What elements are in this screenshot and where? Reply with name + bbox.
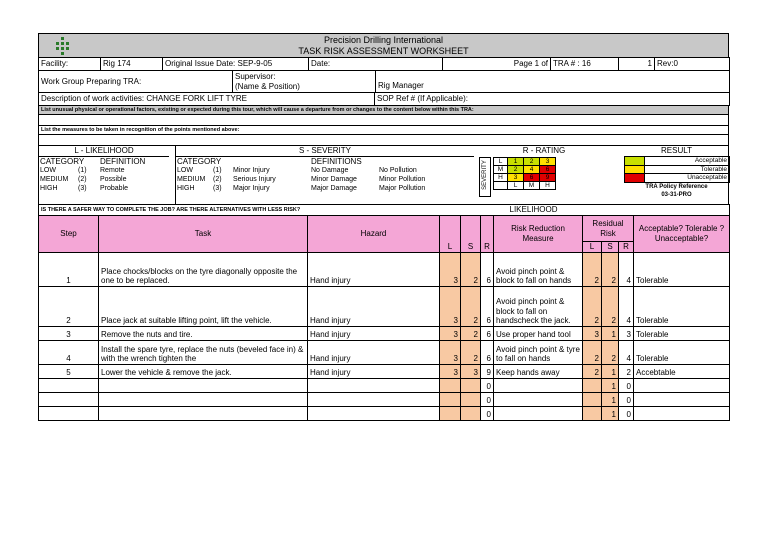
severity-damage: Major Damage: [311, 185, 357, 192]
issue-date: Original Issue Date: SEP-9-05: [163, 58, 309, 71]
likelihood-title: L - LIKELIHOOD: [74, 146, 134, 155]
severity-cell: [461, 406, 481, 420]
notes-table: [38, 105, 729, 146]
acceptability-cell: [634, 406, 730, 420]
severity-axis: [479, 157, 491, 197]
severity-cell: 2: [461, 340, 481, 364]
residual-l-cell: 2: [583, 340, 602, 364]
matrix-cell: 2: [524, 158, 540, 166]
hazard-cell: Hand injury: [308, 326, 440, 340]
measure-cell: [494, 378, 583, 392]
s-header: S: [461, 216, 481, 253]
severity-legend: [175, 146, 474, 204]
severity-damage: Minor Damage: [311, 176, 357, 183]
acceptability-cell: Tolerable: [634, 286, 730, 326]
severity-cell: 3: [461, 364, 481, 378]
residual-l-cell: [583, 378, 602, 392]
task-cell: [99, 406, 308, 420]
tra-number: TRA # : 16: [551, 58, 619, 71]
measure-cell: Avoid pinch point & block to fall on hands: [494, 252, 583, 286]
worksheet-title: TASK RISK ASSESSMENT WORKSHEET: [298, 45, 469, 56]
table-row: [39, 392, 730, 406]
description-table: [38, 92, 730, 106]
unusual-factors-entry[interactable]: [39, 115, 729, 126]
table-row: [39, 252, 730, 286]
severity-cat: LOW: [177, 167, 193, 174]
table-row: [39, 326, 730, 340]
measure-cell: [494, 406, 583, 420]
likelihood-num: (1): [78, 167, 87, 174]
company-name: Precision Drilling International: [323, 34, 444, 45]
severity-pollution: Minor Pollution: [379, 176, 426, 183]
measure-cell: Keep hands away: [494, 364, 583, 378]
severity-cell: [461, 378, 481, 392]
unacceptable-swatch: [625, 174, 645, 183]
residual-r-cell: 4: [619, 340, 634, 364]
matrix-row-label: M: [494, 166, 508, 174]
description-value: CHANGE FORK LIFT TYRE: [146, 94, 247, 103]
likelihood-def: Remote: [100, 167, 125, 174]
task-cell: Install the spare tyre, replace the nuts (beveled face in) & with the wrench tighten the: [99, 340, 308, 364]
matrix-row-label: H: [494, 174, 508, 182]
severity-cat: HIGH: [177, 185, 195, 192]
table-row: [39, 340, 730, 364]
residual-r-cell: 2: [619, 364, 634, 378]
step-header: Step: [39, 216, 99, 253]
residual-r-cell: 0: [619, 406, 634, 420]
supervisor-cell: [233, 71, 376, 93]
rating-title: R - RATING: [522, 146, 566, 155]
result-title: RESULT: [661, 146, 692, 155]
severity-injury: Minor Injury: [233, 167, 270, 174]
severity-axis-label: SEVERITY: [482, 160, 488, 190]
legend-block: [38, 146, 729, 205]
hazard-cell: Hand injury: [308, 364, 440, 378]
step-cell: [39, 406, 99, 420]
table-row: [39, 378, 730, 392]
task-cell: Lower the vehicle & remove the jack.: [99, 364, 308, 378]
l-header: L: [440, 216, 461, 253]
likelihood-axis-label: LIKELIHOOD: [502, 205, 730, 216]
residual-s-cell: 1: [602, 406, 619, 420]
likelihood-def: Possible: [100, 176, 127, 183]
tolerable-label: Tolerable: [645, 165, 730, 174]
sop-label: SOP Ref # (If Applicable):: [375, 93, 730, 106]
task-cell: Place chocks/blocks on the tyre diagonally opposite the one to be replaced.: [99, 252, 308, 286]
description-label: Description of work activities:: [41, 94, 145, 103]
likelihood-cat: LOW: [40, 167, 56, 174]
severity-damage: No Damage: [311, 167, 349, 174]
task-cell: Place jack at suitable lifting point, lift the vehicle.: [99, 286, 308, 326]
residual-l-cell: [583, 392, 602, 406]
measure-cell: [494, 392, 583, 406]
severity-pollution: No Pollution: [379, 167, 417, 174]
step-cell: [39, 392, 99, 406]
tolerable-swatch: [625, 165, 645, 174]
likelihood-category-header: CATEGORY: [39, 157, 99, 167]
unacceptable-label: Unacceptable: [645, 174, 730, 183]
rating-legend: [479, 146, 609, 190]
rig-manager: Rig Manager: [376, 71, 730, 93]
task-cell: [99, 392, 308, 406]
likelihood-cell: 3: [440, 340, 461, 364]
step-cell: 3: [39, 326, 99, 340]
acceptable-label: Acceptable: [645, 157, 730, 166]
residual-s-cell: 1: [602, 364, 619, 378]
acceptability-header: Acceptable? Tolerable ? Unacceptable?: [634, 216, 730, 253]
matrix-col-label: L: [508, 182, 524, 190]
acceptability-cell: [634, 392, 730, 406]
residual-l-cell: [583, 406, 602, 420]
policy-code: 03-31-PRO: [661, 191, 692, 198]
task-table: [38, 215, 730, 421]
table-row: [39, 364, 730, 378]
severity-num: (1): [213, 167, 222, 174]
residual-r-cell: 3: [619, 326, 634, 340]
likelihood-cell: [440, 392, 461, 406]
likelihood-cell: 3: [440, 326, 461, 340]
matrix-row-label: L: [494, 158, 508, 166]
likelihood-num: (2): [78, 176, 87, 183]
likelihood-num: (3): [78, 185, 87, 192]
severity-cell: 2: [461, 286, 481, 326]
residual-s-cell: 1: [602, 378, 619, 392]
table-row: [39, 286, 730, 326]
likelihood-cat: HIGH: [40, 185, 58, 192]
likelihood-cell: [440, 378, 461, 392]
step-cell: 4: [39, 340, 99, 364]
residual-l-header: L: [583, 242, 602, 253]
residual-r-cell: 0: [619, 392, 634, 406]
safer-way-question: IS THERE A SAFER WAY TO COMPLETE THE JOB? ARE THERE ALTERNATIVES WITH LESS RISK?: [39, 205, 502, 216]
residual-s-cell: 2: [602, 286, 619, 326]
matrix-cell: 6: [524, 174, 540, 182]
measure-header: Risk Reduction Measure: [494, 216, 583, 253]
severity-cell: 2: [461, 326, 481, 340]
matrix-cell: 9: [540, 174, 556, 182]
likelihood-cell: 3: [440, 364, 461, 378]
rating-cell: 6: [481, 326, 494, 340]
page-number: Page 1 of: [443, 58, 551, 71]
severity-num: (3): [213, 185, 222, 192]
hazard-cell: Hand injury: [308, 340, 440, 364]
rating-cell: 9: [481, 364, 494, 378]
severity-title: S - SEVERITY: [176, 146, 474, 157]
hazard-cell: [308, 392, 440, 406]
residual-l-cell: 2: [583, 364, 602, 378]
facility-value: Rig 174: [101, 58, 163, 71]
date-label: Date:: [309, 58, 443, 71]
acceptable-swatch: [625, 157, 645, 166]
rev-number: 1: [619, 58, 655, 71]
unusual-factors-label: List unusual physical or operational factors, existing or expected during this tour, which will cause a departure from or changes to the content below within this TRA:: [39, 106, 729, 115]
residual-l-cell: 2: [583, 286, 602, 326]
hazard-cell: [308, 406, 440, 420]
header-cell: [39, 34, 729, 58]
rating-cell: 6: [481, 252, 494, 286]
step-cell: 1: [39, 252, 99, 286]
company-logo-icon: [55, 36, 71, 56]
measures-entry[interactable]: [39, 135, 729, 146]
matrix-col-label: M: [524, 182, 540, 190]
residual-s-cell: 1: [602, 326, 619, 340]
facility-label: Facility:: [39, 58, 101, 71]
hazard-cell: [308, 378, 440, 392]
likelihood-cell: 3: [440, 252, 461, 286]
step-cell: [39, 378, 99, 392]
residual-r-cell: 4: [619, 252, 634, 286]
rating-cell: 6: [481, 286, 494, 326]
residual-s-header: S: [602, 242, 619, 253]
supervisor-label: Supervisor:: [235, 71, 276, 81]
measure-cell: Use proper hand tool: [494, 326, 583, 340]
acceptability-cell: Tolerable: [634, 326, 730, 340]
likelihood-definition-header: DEFINITION: [99, 157, 169, 167]
likelihood-legend: [39, 146, 169, 193]
task-header: Task: [99, 216, 308, 253]
measure-cell: Avoid pinch point & block to fall on handscheck the jack.: [494, 286, 583, 326]
task-cell: Remove the nuts and tire.: [99, 326, 308, 340]
residual-s-cell: 2: [602, 340, 619, 364]
hazard-cell: Hand injury: [308, 286, 440, 326]
residual-header: Residual Risk: [583, 216, 634, 242]
severity-num: (2): [213, 176, 222, 183]
acceptability-cell: Tolerable: [634, 340, 730, 364]
r-header: R: [481, 216, 494, 253]
residual-r-header: R: [619, 242, 634, 253]
likelihood-cell: [440, 406, 461, 420]
severity-injury: Major Injury: [233, 185, 270, 192]
severity-definitions-header: DEFINITIONS: [311, 157, 362, 166]
acceptability-cell: Accebtable: [634, 364, 730, 378]
name-position-label: (Name & Position): [235, 81, 300, 91]
residual-r-cell: 0: [619, 378, 634, 392]
matrix-cell: 3: [540, 158, 556, 166]
work-group-label: Work Group Preparing TRA:: [39, 71, 233, 93]
matrix-col-label: H: [540, 182, 556, 190]
worksheet: [38, 33, 729, 421]
rating-cell: 6: [481, 340, 494, 364]
hazard-cell: Hand injury: [308, 252, 440, 286]
severity-cell: [461, 392, 481, 406]
info-table: [38, 57, 730, 71]
likelihood-def: Probable: [100, 185, 129, 192]
likelihood-cell: 3: [440, 286, 461, 326]
hazard-header: Hazard: [308, 216, 440, 253]
matrix-cell: 2: [508, 166, 524, 174]
rating-matrix: [493, 157, 556, 190]
matrix-cell: 3: [508, 174, 524, 182]
residual-s-cell: 2: [602, 252, 619, 286]
task-cell: [99, 378, 308, 392]
step-cell: 5: [39, 364, 99, 378]
matrix-cell: 1: [508, 158, 524, 166]
residual-s-cell: 1: [602, 392, 619, 406]
acceptability-cell: [634, 378, 730, 392]
severity-injury: Serious Injury: [233, 176, 276, 183]
rating-cell: 0: [481, 406, 494, 420]
severity-category-header: CATEGORY: [177, 157, 222, 166]
header-table: [38, 33, 729, 58]
result-legend: [624, 146, 729, 199]
residual-l-cell: 2: [583, 252, 602, 286]
rating-cell: 0: [481, 392, 494, 406]
work-group-table: [38, 70, 730, 93]
rev-label: Rev:0: [655, 58, 730, 71]
acceptability-cell: Tolerable: [634, 252, 730, 286]
rating-cell: 0: [481, 378, 494, 392]
residual-l-cell: 3: [583, 326, 602, 340]
matrix-cell: 6: [540, 166, 556, 174]
residual-r-cell: 4: [619, 286, 634, 326]
measure-cell: Avoid pinch point & tyre to fall on hands: [494, 340, 583, 364]
severity-pollution: Major Pollution: [379, 185, 426, 192]
severity-cell: 2: [461, 252, 481, 286]
table-row: [39, 406, 730, 420]
policy-reference: TRA Policy Reference: [645, 183, 708, 190]
matrix-cell: 4: [524, 166, 540, 174]
measures-label: List the measures to be taken in recognition of the points mentioned above:: [39, 126, 729, 135]
step-cell: 2: [39, 286, 99, 326]
result-table: [624, 156, 730, 183]
likelihood-cat: MEDIUM: [40, 176, 69, 183]
description-cell: [39, 93, 375, 106]
severity-cat: MEDIUM: [177, 176, 206, 183]
